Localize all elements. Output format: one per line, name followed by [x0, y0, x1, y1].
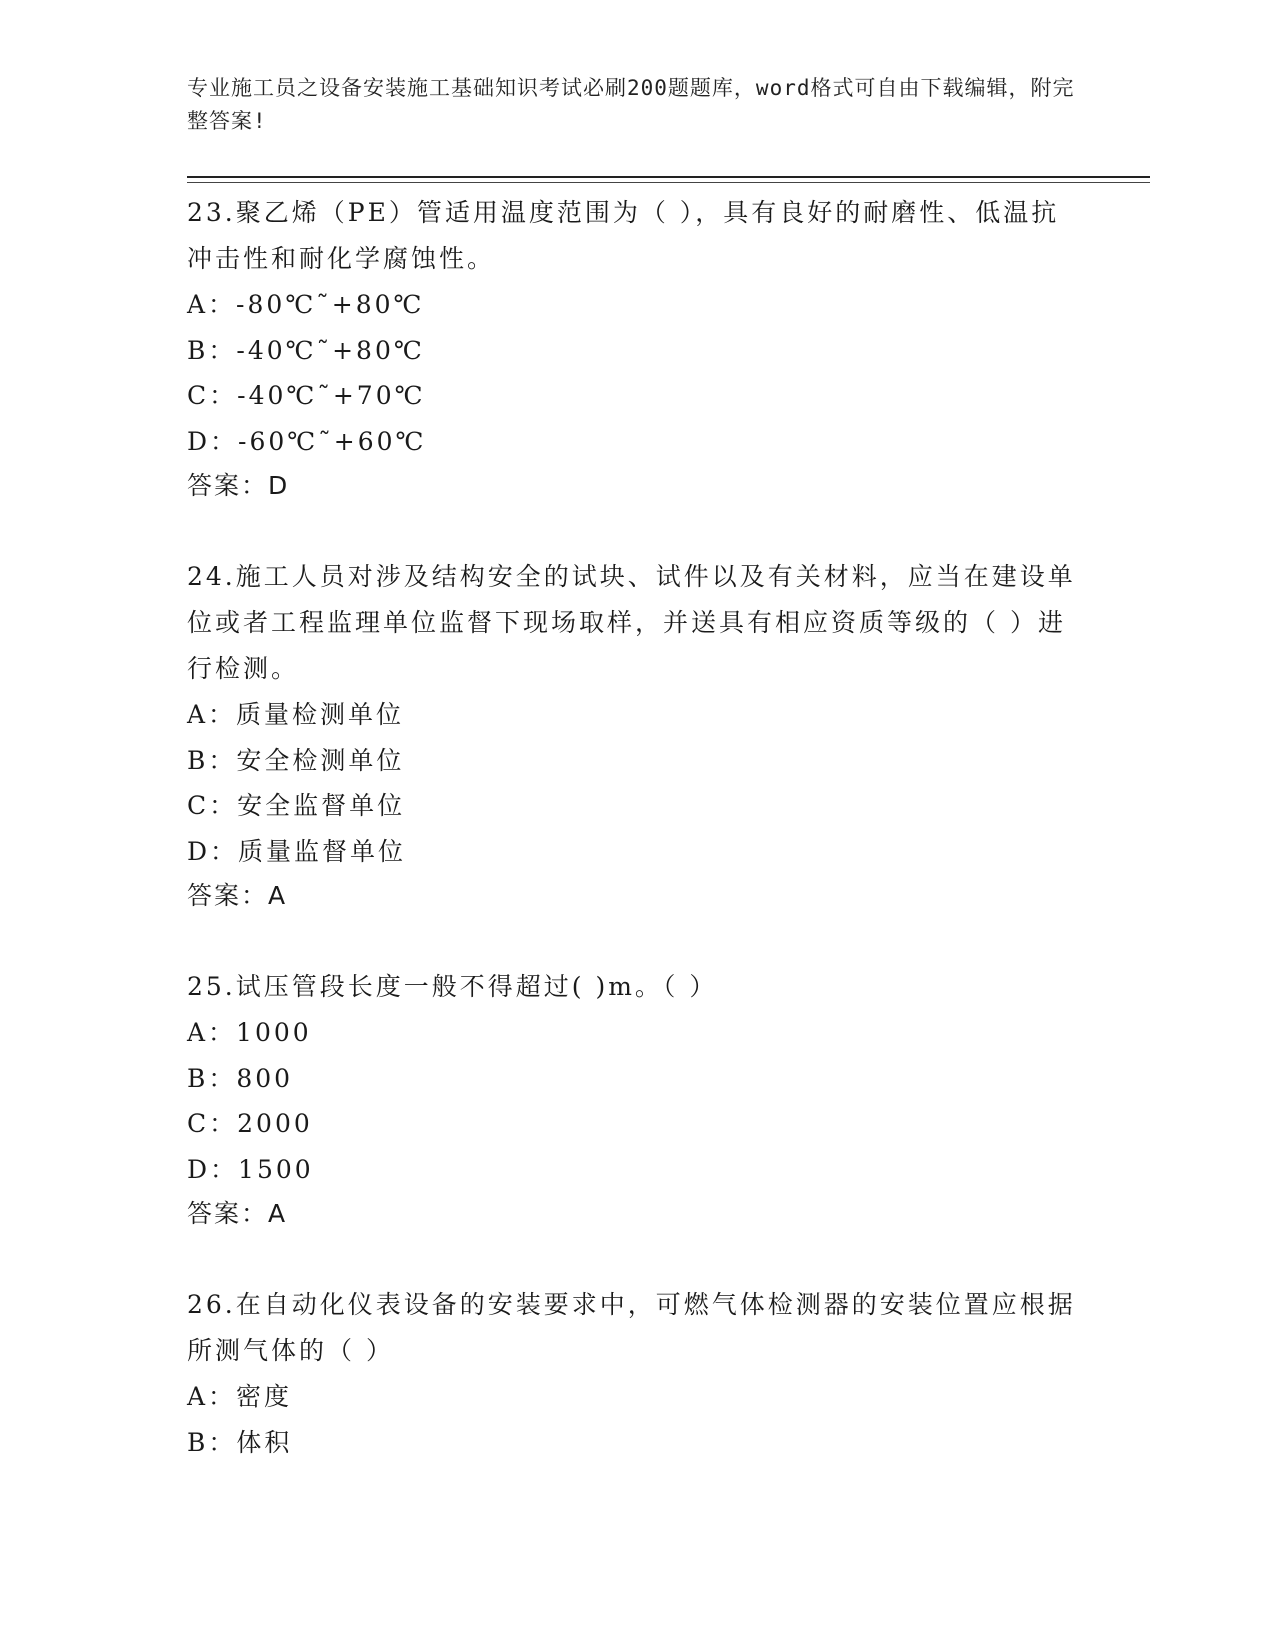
- option-b: B：安全检测单位: [187, 745, 405, 775]
- option-b: B：体积: [187, 1427, 293, 1457]
- question-23: [187, 190, 1087, 508]
- option-a: A：质量检测单位: [187, 700, 405, 729]
- answer-line: 答案：A: [187, 1199, 288, 1228]
- option-a: A：1000: [187, 1018, 312, 1047]
- option-b: B：-40℃˜+80℃: [187, 335, 425, 365]
- question-stem: 25.试压管段长度一般不得超过( )m。（ ）: [187, 972, 718, 1001]
- question-list: [187, 190, 1087, 1465]
- answer-line: 答案：D: [187, 471, 290, 500]
- option-c: C：2000: [187, 1109, 313, 1138]
- question-25: [187, 964, 1087, 1236]
- question-26: [187, 1282, 1087, 1465]
- question-stem: 26.在自动化仪表设备的安装要求中，可燃气体检测器的安装位置应根据所测气体的（ ）: [187, 1290, 1076, 1365]
- question-stem: 24.施工人员对涉及结构安全的试块、试件以及有关材料，应当在建设单位或者工程监理单位监督下现场取样，并送具有相应资质等级的（ ）进行检测。: [187, 562, 1076, 683]
- answer-line: 答案：A: [187, 881, 288, 910]
- option-a: A：-80℃˜+80℃: [187, 290, 425, 319]
- document-header: 专业施工员之设备安装施工基础知识考试必刷200题题库，word格式可自由下载编辑，附完整答案!: [187, 76, 1075, 133]
- option-d: D：质量监督单位: [187, 836, 407, 866]
- option-a: A：密度: [187, 1382, 293, 1411]
- header-divider-thick: [187, 176, 1150, 178]
- option-c: C：安全监督单位: [187, 791, 406, 820]
- question-stem: 23.聚乙烯（PE）管适用温度范围为（ ），具有良好的耐磨性、低温抗冲击性和耐化学腐蚀性。: [187, 198, 1060, 273]
- option-d: D：-60℃˜+60℃: [187, 426, 427, 456]
- header-divider-thin: [187, 182, 1150, 183]
- option-b: B：800: [187, 1063, 294, 1093]
- question-24: [187, 554, 1087, 918]
- option-c: C：-40℃˜+70℃: [187, 381, 426, 410]
- option-d: D：1500: [187, 1154, 314, 1184]
